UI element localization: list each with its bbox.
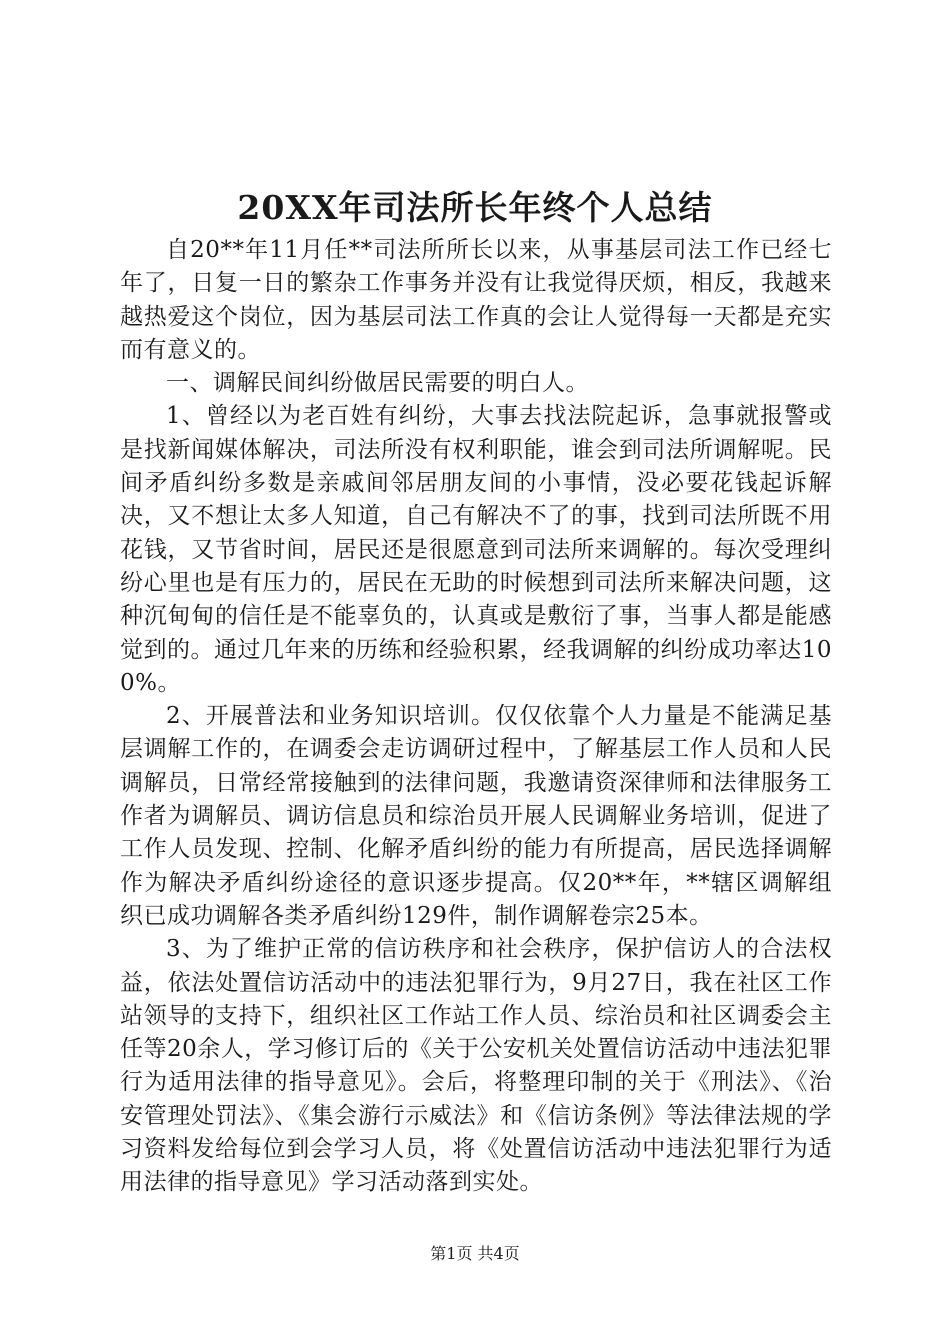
section-heading-mediation: 一、调解民间纠纷做居民需要的明白人。 — [166, 370, 589, 397]
document-title: 20XX年司法所长年终个人总结 — [237, 188, 713, 227]
body-paragraph-item-3: 3、为了维护正常的信访秩序和社会秩序，保护信访人的合法权益，依法处置信访活动中的违法犯罪行为，9月27日，我在社区工作站领导的支持下，组织社区工作站工作人员、综治员和社区调委会主任等20余人，学习修订后的《关于公安机关处置信访活动中违法犯罪行为适用法律的指导意见》。会后，将整理印制的关于《刑法》、《治安管理处罚法》、《集会游行示威法》和《信访条例》等法律法规的学习资料发给每位到会学习人员，将《处置信访活动中违法犯罪行为适用法律的指导意见》学习活动落到实处。 — [120, 936, 832, 1196]
body-paragraph-intro: 自20**年11月任**司法所所长以来，从事基层司法工作已经七年了，日复一日的繁杂工作事务并没有让我觉得厌烦，相反，我越来越热爱这个岗位，因为基层司法工作真的会让人觉得每一天都是充实而有意义的。 — [120, 237, 832, 363]
document-body — [120, 234, 832, 1200]
body-paragraph-item-2: 2、开展普法和业务知识培训。仅仅依靠个人力量是不能满足基层调解工作的，在调委会走访调研过程中，了解基层工作人员和人民调解员，日常经常接触到的法律问题，我邀请资深律师和法律服务工作者为调解员、调访信息员和综治员开展人民调解业务培训，促进了工作人员发现、控制、化解矛盾纠纷的能力有所提高，居民选择调解作为解决矛盾纠纷途径的意识逐步提高。仅20**年，**辖区调解组织已成功调解各类矛盾纠纷129件，制作调解卷宗25本。 — [120, 703, 832, 929]
body-paragraph-item-1: 1、曾经以为老百姓有纠纷，大事去找法院起诉，急事就报警或是找新闻媒体解决，司法所没有权利职能，谁会到司法所调解呢。民间矛盾纠纷多数是亲戚间邻居朋友间的小事情，没必要花钱起诉解决，又不想让太多人知道，自己有解决不了的事，找到司法所既不用花钱，又节省时间，居民还是很愿意到司法所来调解的。每次受理纠纷心里也是有压力的，居民在无助的时候想到司法所来解决问题，这种沉甸甸的信任是不能辜负的，认真或是敷衍了事，当事人都是能感觉到的。通过几年来的历练和经验积累，经我调解的纠纷成功率达100%。 — [120, 403, 832, 696]
page-number-footer: 第1页 共4页 — [430, 1244, 520, 1263]
